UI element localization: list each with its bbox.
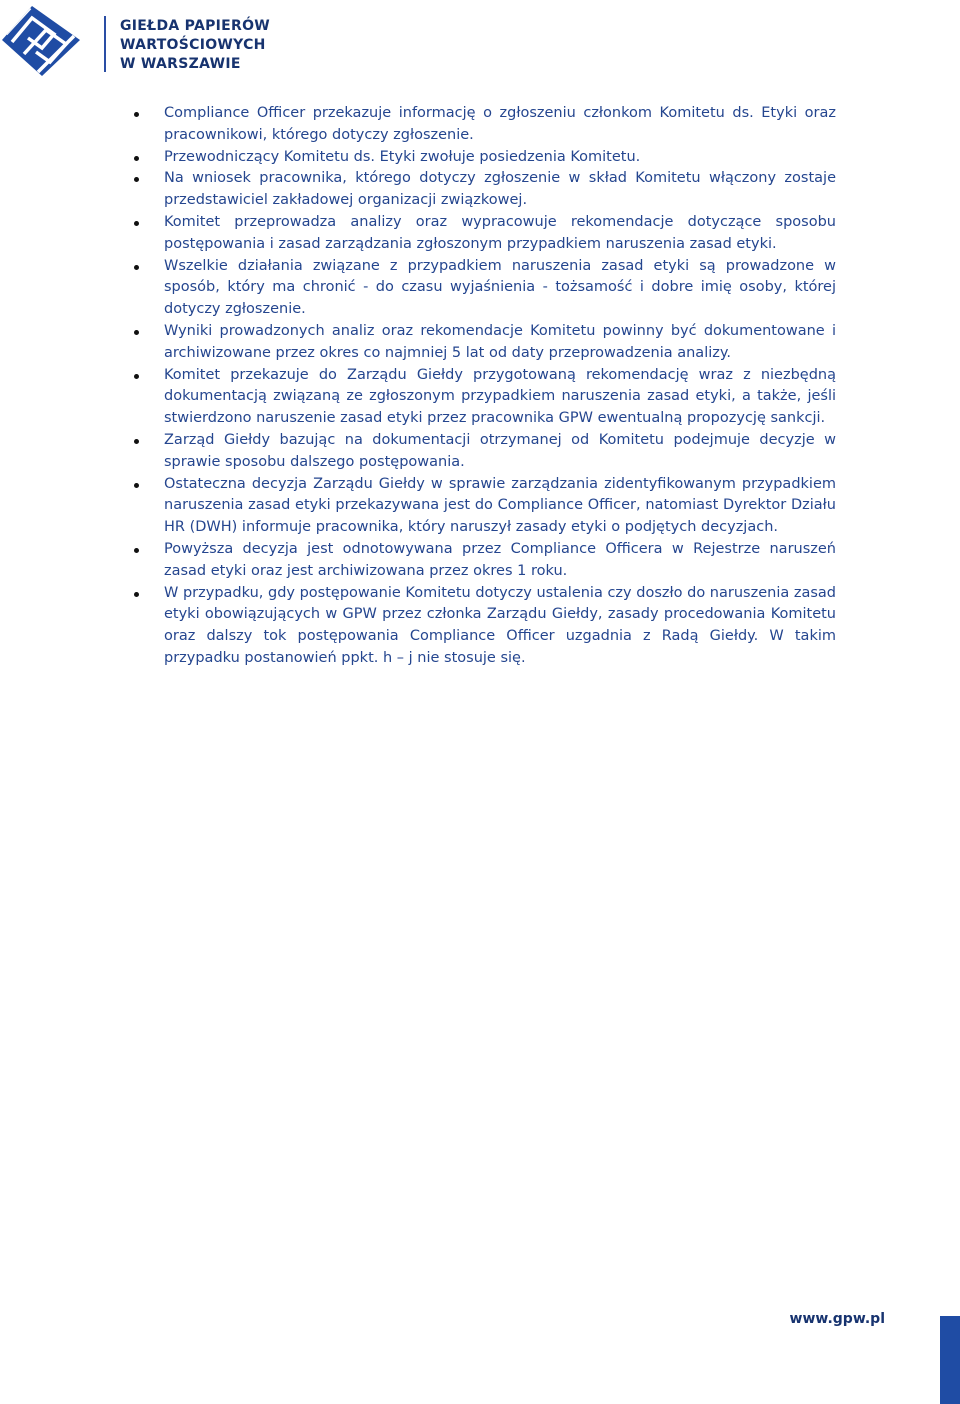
gpw-logo-icon bbox=[2, 4, 80, 76]
logo-wordmark bbox=[120, 17, 270, 74]
list-item bbox=[120, 103, 836, 147]
list-item bbox=[120, 474, 836, 539]
bullet-icon bbox=[134, 374, 139, 379]
list-item bbox=[120, 365, 836, 430]
list-item bbox=[120, 321, 836, 365]
list-item-text: Przewodniczący Komitetu ds. Etyki zwołuje posiedzenia Komitetu. bbox=[164, 148, 641, 165]
procedure-list bbox=[120, 103, 836, 670]
bullet-icon bbox=[134, 592, 139, 597]
list-item bbox=[120, 212, 836, 256]
list-item bbox=[120, 147, 836, 169]
bullet-icon bbox=[134, 439, 139, 444]
page-header bbox=[0, 0, 300, 80]
document-body bbox=[120, 103, 836, 670]
list-item-text: Compliance Officer przekazuje informację o zgłoszeniu członkom Komitetu ds. Etyki oraz pracownikowi, którego dotyczy zgłoszenie. bbox=[164, 105, 836, 143]
logo-line-2: WARTOŚCIOWYCH bbox=[120, 37, 266, 53]
footer-website-link[interactable]: www.gpw.pl bbox=[789, 1311, 885, 1327]
list-item bbox=[120, 256, 836, 321]
bullet-icon bbox=[134, 548, 139, 553]
bullet-icon bbox=[134, 221, 139, 226]
logo-line-3: W WARSZAWIE bbox=[120, 56, 241, 72]
list-item-text: Wszelkie działania związane z przypadkiem naruszenia zasad etyki są prowadzone w sposób, który ma chronić - do czasu wyjaśnienia - tożsamość i dobre imię osoby, której dotyczy zgłoszenie. bbox=[164, 257, 836, 318]
list-item-text: Zarząd Giełdy bazując na dokumentacji otrzymanej od Komitetu podejmuje decyzje w sprawie sposobu dalszego postępowania. bbox=[164, 431, 836, 470]
bullet-icon bbox=[134, 156, 139, 161]
list-item bbox=[120, 539, 836, 583]
list-item-text: Na wniosek pracownika, którego dotyczy zgłoszenie w skład Komitetu włączony zostaje przedstawiciel zakładowej organizacji związkowej. bbox=[164, 170, 836, 209]
footer-accent-bar bbox=[940, 1316, 960, 1404]
logo-line-1: GIEŁDA PAPIERÓW bbox=[120, 18, 271, 34]
list-item-text: Powyższa decyzja jest odnotowywana przez Compliance Officera w Rejestrze naruszeń zasad etyki oraz jest archiwizowana przez okres 1 roku. bbox=[164, 540, 836, 579]
bullet-icon bbox=[134, 483, 139, 488]
list-item-text: W przypadku, gdy postępowanie Komitetu dotyczy ustalenia czy doszło do naruszenia zasad etyki obowiązujących w GPW przez członka Zarządu Giełdy, zasady procedowania Komitetu oraz dalszy tok postępowania Compliance Officer uzgadnia z Radą Giełdy. W takim przypadku postanowień ppkt. h – j nie stosuje się. bbox=[164, 584, 836, 666]
list-item bbox=[120, 168, 836, 212]
bullet-icon bbox=[134, 265, 139, 270]
list-item bbox=[120, 583, 836, 670]
bullet-icon bbox=[134, 112, 139, 117]
list-item-text: Komitet przekazuje do Zarządu Giełdy przygotowaną rekomendację wraz z niezbędną dokumentacją związaną ze zgłoszonym przypadkiem naruszenia zasad etyki, a także, jeśli stwierdzono naruszenie zasad etyki przez pracownika GPW ewentualną propozycję sankcji. bbox=[164, 366, 836, 427]
list-item-text: Wyniki prowadzonych analiz oraz rekomendacje Komitetu powinny być dokumentowane i archiwizowane przez okres co najmniej 5 lat od daty przeprowadzenia analizy. bbox=[164, 322, 836, 361]
list-item-text: Ostateczna decyzja Zarządu Giełdy w sprawie zarządzania zidentyfikowanym przypadkiem naruszenia zasad etyki przekazywana jest do Compliance Officer, natomiast Dyrektor Działu HR (DWH) informuje pracownika, który naruszył zasady etyki o podjętych decyzjach. bbox=[164, 475, 836, 536]
list-item bbox=[120, 430, 836, 474]
bullet-icon bbox=[134, 177, 139, 182]
logo-divider bbox=[104, 16, 106, 72]
bullet-icon bbox=[134, 330, 139, 335]
list-item-text: Komitet przeprowadza analizy oraz wypracowuje rekomendacje dotyczące sposobu postępowania i zasad zarządzania zgłoszonym przypadkiem naruszenia zasad etyki. bbox=[164, 213, 836, 252]
